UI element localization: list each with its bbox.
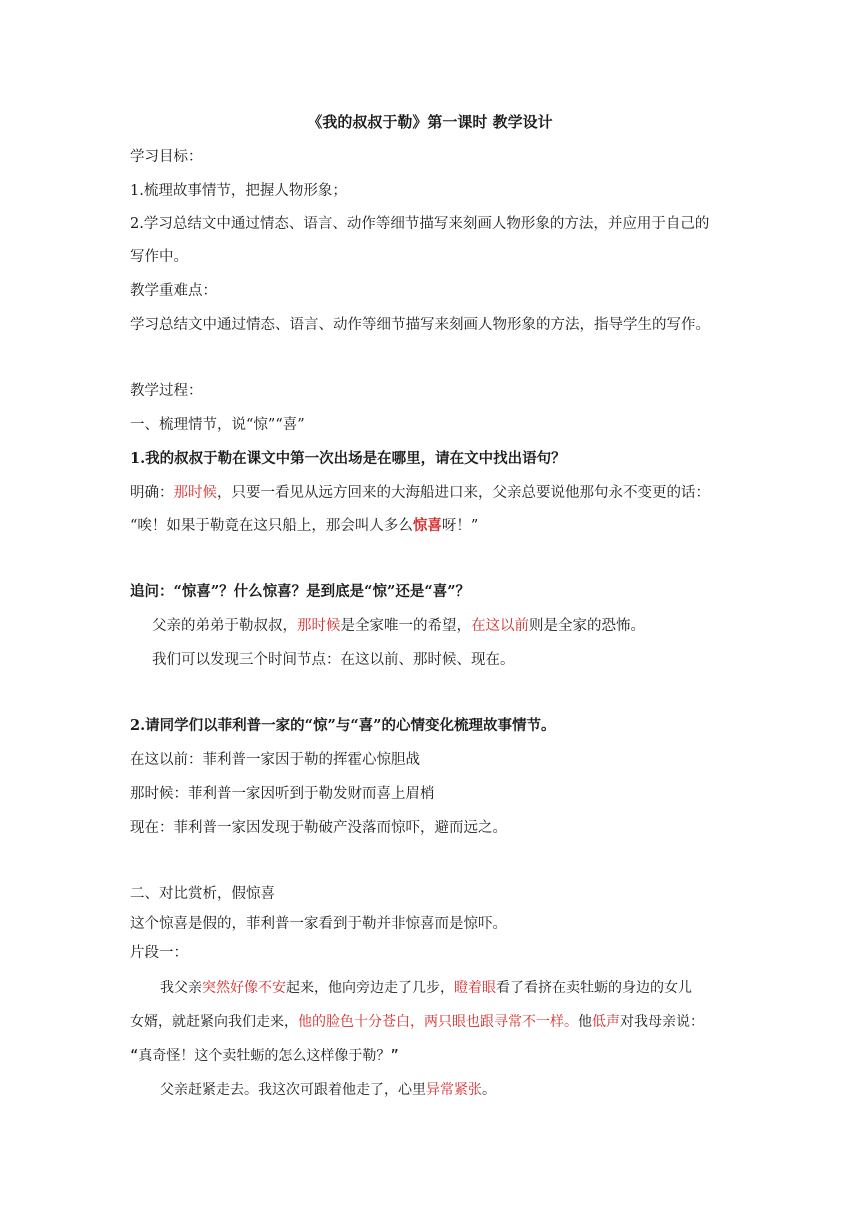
goal-item-1: 1.梳理故事情节，把握人物形象； xyxy=(130,183,347,199)
page-title: 《我的叔叔于勒》第一课时 教学设计 xyxy=(307,113,553,131)
excerpt-emphasis: 异常紧张 xyxy=(426,1082,482,1098)
excerpt-text: 对我母亲说： xyxy=(620,1014,704,1030)
excerpt-line-2 xyxy=(130,1012,742,1032)
followup-text-b: 是全家唯一的希望， xyxy=(340,618,471,634)
section-2-heading: 二、对比赏析，假惊喜 xyxy=(130,886,275,902)
excerpt-text: 我父亲 xyxy=(160,980,202,996)
followup-text-a: 父亲的弟弟于勒叔叔， xyxy=(152,618,297,634)
answer-emphasis-time: 那时候 xyxy=(173,485,217,501)
answer-text: ，只要一看见从远方回来的大海船进口来，父亲总要说他那句永不变更的话： xyxy=(217,485,710,501)
section-2-text: 这个惊喜是假的，菲利普一家看到于勒并非惊喜而是惊吓。 xyxy=(130,916,507,932)
answer-emphasis-surprise: 惊喜 xyxy=(412,517,442,534)
time-nodes-text: 我们可以发现三个时间节点：在这以前、那时候、现在。 xyxy=(152,652,515,668)
excerpt-text: 看了看挤在卖牡蛎的身边的女儿 xyxy=(496,980,692,996)
goals-heading: 学习目标： xyxy=(130,149,203,165)
answer-quote-end: 呀！” xyxy=(441,518,479,534)
process-heading: 教学过程： xyxy=(130,383,203,399)
followup-question: 追问：“惊喜”？什么惊喜？是到底是“惊”还是“喜”？ xyxy=(130,583,471,600)
section-1-heading: 一、梳理情节，说“惊”“喜” xyxy=(130,417,305,433)
followup-text-c: 则是全家的恐怖。 xyxy=(529,618,645,634)
answer-line-1 xyxy=(130,483,742,503)
timeline-item: 那时候：菲利普一家因听到于勒发财而喜上眉梢 xyxy=(130,786,435,802)
excerpt-text: 父亲赶紧走去。我这次可跟着他走了，心里 xyxy=(160,1082,426,1098)
excerpt-line-3: “真奇怪！这个卖牡蛎的怎么这样像于勒？” xyxy=(130,1048,399,1064)
excerpt-text: 。 xyxy=(482,1082,496,1098)
followup-answer xyxy=(130,616,742,636)
excerpt-text: 女婿，就赶紧向我们走来， xyxy=(130,1014,298,1030)
answer-line-2 xyxy=(130,516,742,536)
goal-item-2-line-2: 写作中。 xyxy=(130,249,188,265)
followup-emphasis-1: 那时候 xyxy=(297,618,341,634)
goal-item-2-line-1: 2.学习总结文中通过情态、语言、动作等细节描写来刻画人物形象的方法，并应用于自己的 xyxy=(130,216,710,232)
key-points-heading: 教学重难点： xyxy=(130,283,217,299)
excerpt-emphasis: 他的脸色十分苍白，两只眼也跟寻常不一样。 xyxy=(298,1014,578,1030)
excerpt-emphasis: 低声 xyxy=(592,1014,620,1030)
excerpt-text: 他 xyxy=(578,1014,592,1030)
answer-quote-start: “唉！如果于勒竟在这只船上，那会叫人多么 xyxy=(130,518,413,534)
excerpt-emphasis: 瞪着眼 xyxy=(454,980,496,996)
followup-emphasis-2: 在这以前 xyxy=(471,618,529,634)
timeline-item: 现在：菲利普一家因发现于勒破产没落而惊吓，避而远之。 xyxy=(130,820,507,836)
key-points-text: 学习总结文中通过情态、语言、动作等细节描写来刻画人物形象的方法，指导学生的写作。 xyxy=(130,317,710,333)
excerpt-text: 起来，他向旁边走了几步， xyxy=(286,980,454,996)
fragment-label: 片段一： xyxy=(130,945,188,961)
answer-prefix: 明确： xyxy=(130,485,174,501)
question-2: 2.请同学们以菲利普一家的“惊”与“喜”的心情变化梳理故事情节。 xyxy=(130,717,556,734)
excerpt-emphasis: 突然好像不安 xyxy=(202,980,286,996)
question-1: 1.我的叔叔于勒在课文中第一次出场是在哪里，请在文中找出语句？ xyxy=(130,450,566,467)
excerpt-line-4 xyxy=(130,1080,742,1100)
excerpt-line-1 xyxy=(130,978,742,998)
timeline-item: 在这以前：菲利普一家因于勒的挥霍心惊胆战 xyxy=(130,752,420,768)
